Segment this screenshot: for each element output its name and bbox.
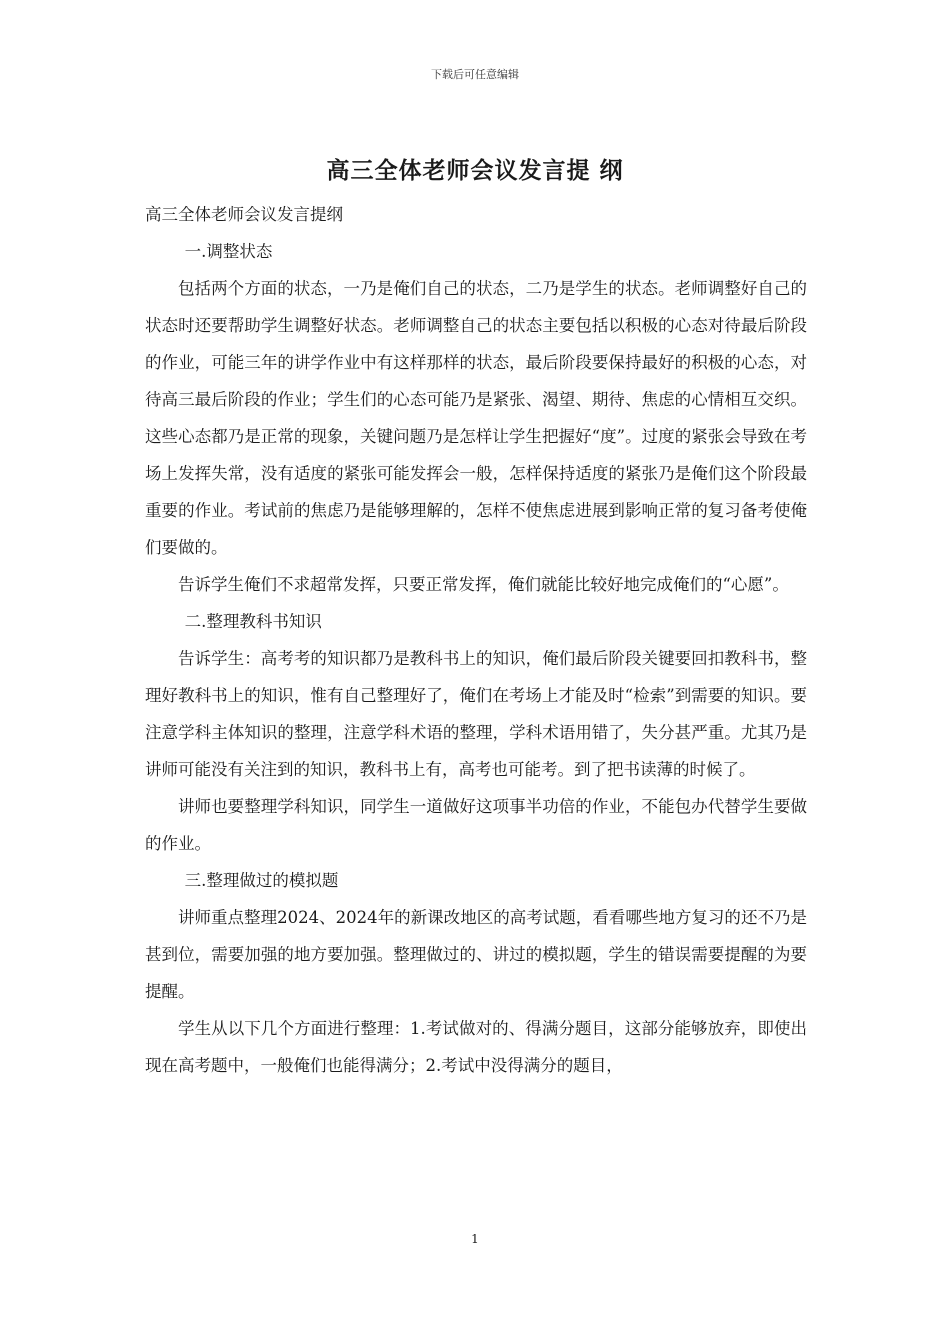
paragraph: 包括两个方面的状态，一乃是俺们自己的状态，二乃是学生的状态。老师调整好自己的状态时还要帮助学生调整好状态。老师调整自己的状态主要包括以积极的心态对待最后阶段的作业，可能三年的讲学作业中有这样那样的状态，最后阶段要保持最好的积极的心态，对待高三最后阶段的作业；学生们的心态可能乃是紧张、渴望、期待、焦虑的心情相互交织。这些心态都乃是正常的现象，关键问题乃是怎样让学生把握好“度”。过度的紧张会导致在考场上发挥失常，没有适度的紧张可能发挥会一般，怎样保持适度的紧张乃是俺们这个阶段最重要的作业。考试前的焦虑乃是能够理解的，怎样不使焦虑进展到影响正常的复习备考使俺们要做的。: [145, 279, 807, 557]
page-number: 1: [471, 1232, 479, 1246]
paragraph: 讲师重点整理2024、2024年的新课改地区的高考试题，看看哪些地方复习的还不乃是甚到位，需要加强的地方要加强。整理做过的、讲过的模拟题，学生的错误需要提醒的为要提醒。: [145, 908, 807, 1001]
document-body: [145, 196, 807, 1084]
paragraph: 讲师也要整理学科知识，同学生一道做好这项事半功倍的作业，不能包办代替学生要做的作业。: [145, 797, 807, 853]
section-heading-1: 一.调整状态: [184, 242, 273, 261]
header-note: 下载后可任意编辑: [431, 68, 519, 81]
paragraph: 告诉学生俺们不求超常发挥，只要正常发挥，俺们就能比较好地完成俺们的“心愿”。: [178, 575, 789, 594]
document-title: 高三全体老师会议发言提 纲: [326, 158, 624, 184]
section-heading-2: 二.整理教科书知识: [184, 612, 322, 631]
paragraph: 学生从以下几个方面进行整理：1.考试做对的、得满分题目，这部分能够放弃，即使出现在高考题中，一般俺们也能得满分；2.考试中没得满分的题目，: [145, 1019, 807, 1075]
subtitle-line: 高三全体老师会议发言提纲: [145, 205, 343, 224]
paragraph: 告诉学生：高考考的知识都乃是教科书上的知识，俺们最后阶段关键要回扣教科书，整理好教科书上的知识，惟有自己整理好了，俺们在考场上才能及时“检索”到需要的知识。要注意学科主体知识的整理，注意学科术语的整理，学科术语用错了，失分甚严重。尤其乃是讲师可能没有关注到的知识，教科书上有，高考也可能考。到了把书读薄的时候了。: [145, 649, 807, 779]
section-heading-3: 三.整理做过的模拟题: [184, 871, 339, 890]
